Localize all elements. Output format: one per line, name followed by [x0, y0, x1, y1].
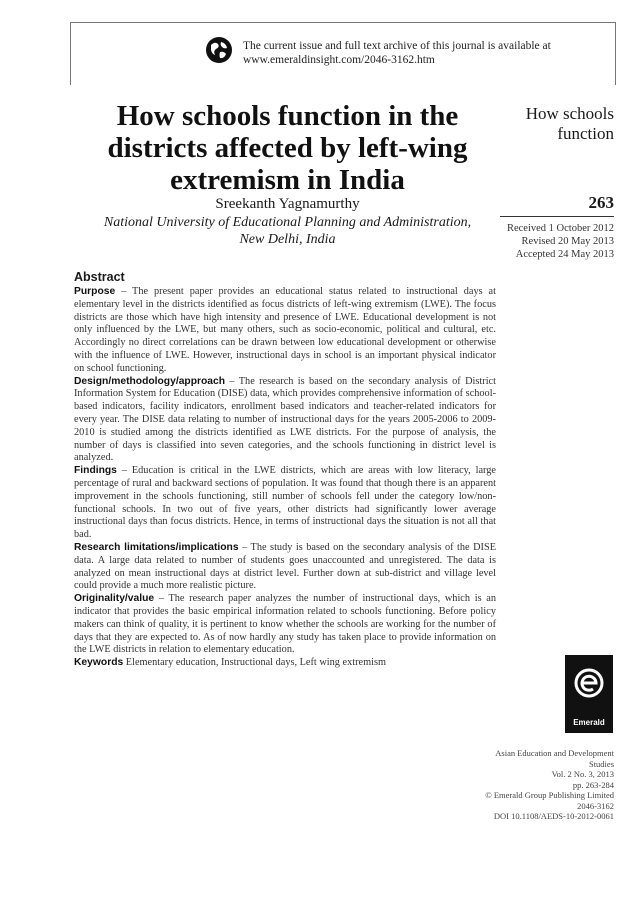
- archive-notice: The current issue and full text archive of this journal is available at: [243, 40, 551, 52]
- journal-name-line-1: Asian Education and Development: [495, 748, 614, 758]
- revised-date: Revised 20 May 2013: [521, 236, 614, 247]
- limitations-label: Research limitations/implications: [74, 541, 239, 553]
- copyright-line-1: © Emerald Group Publishing Limited: [485, 790, 614, 800]
- abstract-originality: [74, 593, 496, 657]
- article-title: How schools function in the districts affected by left-wing extremism in India: [107, 100, 468, 196]
- design-text: – The research is based on the secondary analysis of District Information System for Education (DISE) data, which provides comprehensive information of school-based indicators, facility indicators, enrollment based indicators and teacher-related indicators for every year. The DISE data relating to number of instructional days for the years 2005-2006 to 2009-2010 is studied among the districts identified as LWE districts. For the purpose of analysis, the number of days is classified into seven categories, and the schools functioning in district level is analyzed.: [74, 375, 496, 464]
- journal-doi: DOI 10.1108/AEDS-10-2012-0061: [493, 811, 614, 821]
- originality-text: – The research paper analyzes the number of instructional days, which is an indicator that provides the basic empirical information related to schools functioning. Before policy makers can think of quality, it is pertinent to know whether the schools are working for the number of days that they are expected to. As of now hardly any study has taken place to provide information on the LWE districts in relation to elementary education.: [74, 593, 496, 656]
- page-number: 263: [588, 193, 614, 212]
- running-title-line-2: function: [557, 124, 614, 143]
- journal-citation: [485, 748, 614, 822]
- affiliation-line-1: National University of Educational Planning and Administration,: [103, 215, 472, 230]
- submission-dates: [507, 222, 614, 261]
- findings-label: Findings: [74, 465, 117, 477]
- keywords-text: Elementary education, Instructional days, Left wing extremism: [123, 657, 386, 669]
- abstract-keywords: [74, 657, 496, 670]
- copyright-line-2: 2046-3162: [577, 800, 614, 811]
- purpose-label: Purpose: [74, 286, 116, 297]
- journal-volume: Vol. 2 No. 3, 2013: [551, 769, 614, 779]
- running-title: [526, 104, 614, 144]
- journal-url[interactable]: www.emeraldinsight.com/2046-3162.htm: [243, 54, 435, 66]
- keywords-label: Keywords: [74, 657, 124, 669]
- journal-availability-box: [70, 22, 616, 85]
- design-label: Design/methodology/approach: [74, 375, 226, 387]
- author-name: Sreekanth Yagnamurthy: [215, 196, 360, 212]
- abstract-findings: [74, 465, 496, 542]
- publisher-name: Emerald: [573, 718, 605, 727]
- purpose-text: – The present paper provides an educational status related to instructional days at elementary level in the districts identified as focus districts of left-wing extremism (LWE). The focus districts are those which have high intensity and presence of LWE. Educational development is not only influenced by the LWE, but many others, such as socio-economic, political and cultural, etc. Accordingly no direct correlations can be drawn between low educational development or otherwise with the influence of LWE. However, instructional days in school is an important physical indicator on school functioning.: [74, 286, 496, 374]
- emerald-logo-icon: [565, 655, 613, 733]
- sidebar-divider: [500, 216, 614, 217]
- affiliation-line-2: New Delhi, India: [239, 232, 336, 247]
- running-title-line-1: How schools: [525, 104, 614, 123]
- received-date: Received 1 October 2012: [506, 223, 614, 234]
- originality-label: Originality/value: [74, 593, 155, 605]
- accepted-date: Accepted 24 May 2013: [515, 249, 614, 260]
- journal-name-line-2: Studies: [588, 758, 614, 769]
- author-affiliation: [75, 214, 500, 248]
- abstract-design: [74, 376, 496, 466]
- abstract-section: [74, 270, 496, 670]
- abstract-purpose: [74, 286, 496, 376]
- limitations-text: – The study is based on the secondary analysis of the DISE data. A large data related to number of students goes unaccounted and unregistered. The data is analyzed on mean instructional days at district level. Further down at sub-district and village level could provide a much more realistic picture.: [74, 541, 497, 592]
- journal-pages: pp. 263-284: [572, 779, 614, 790]
- abstract-limitations: [74, 542, 496, 593]
- abstract-heading: Abstract: [74, 270, 125, 284]
- globe-icon: [205, 36, 233, 64]
- emerald-e-icon: [573, 665, 605, 705]
- findings-text: – Education is critical in the LWE districts, which are areas with low literacy, large percentage of rural and backward sections of population. It was found that though there is an apparent improvement in the schools functioning, still number of schools fell under the category low/non-functional schools. In two out of five years, other districts had significantly lower average instructional days than focus districts. Hence, in terms of instructional days the situation is not all that bad.: [74, 465, 496, 541]
